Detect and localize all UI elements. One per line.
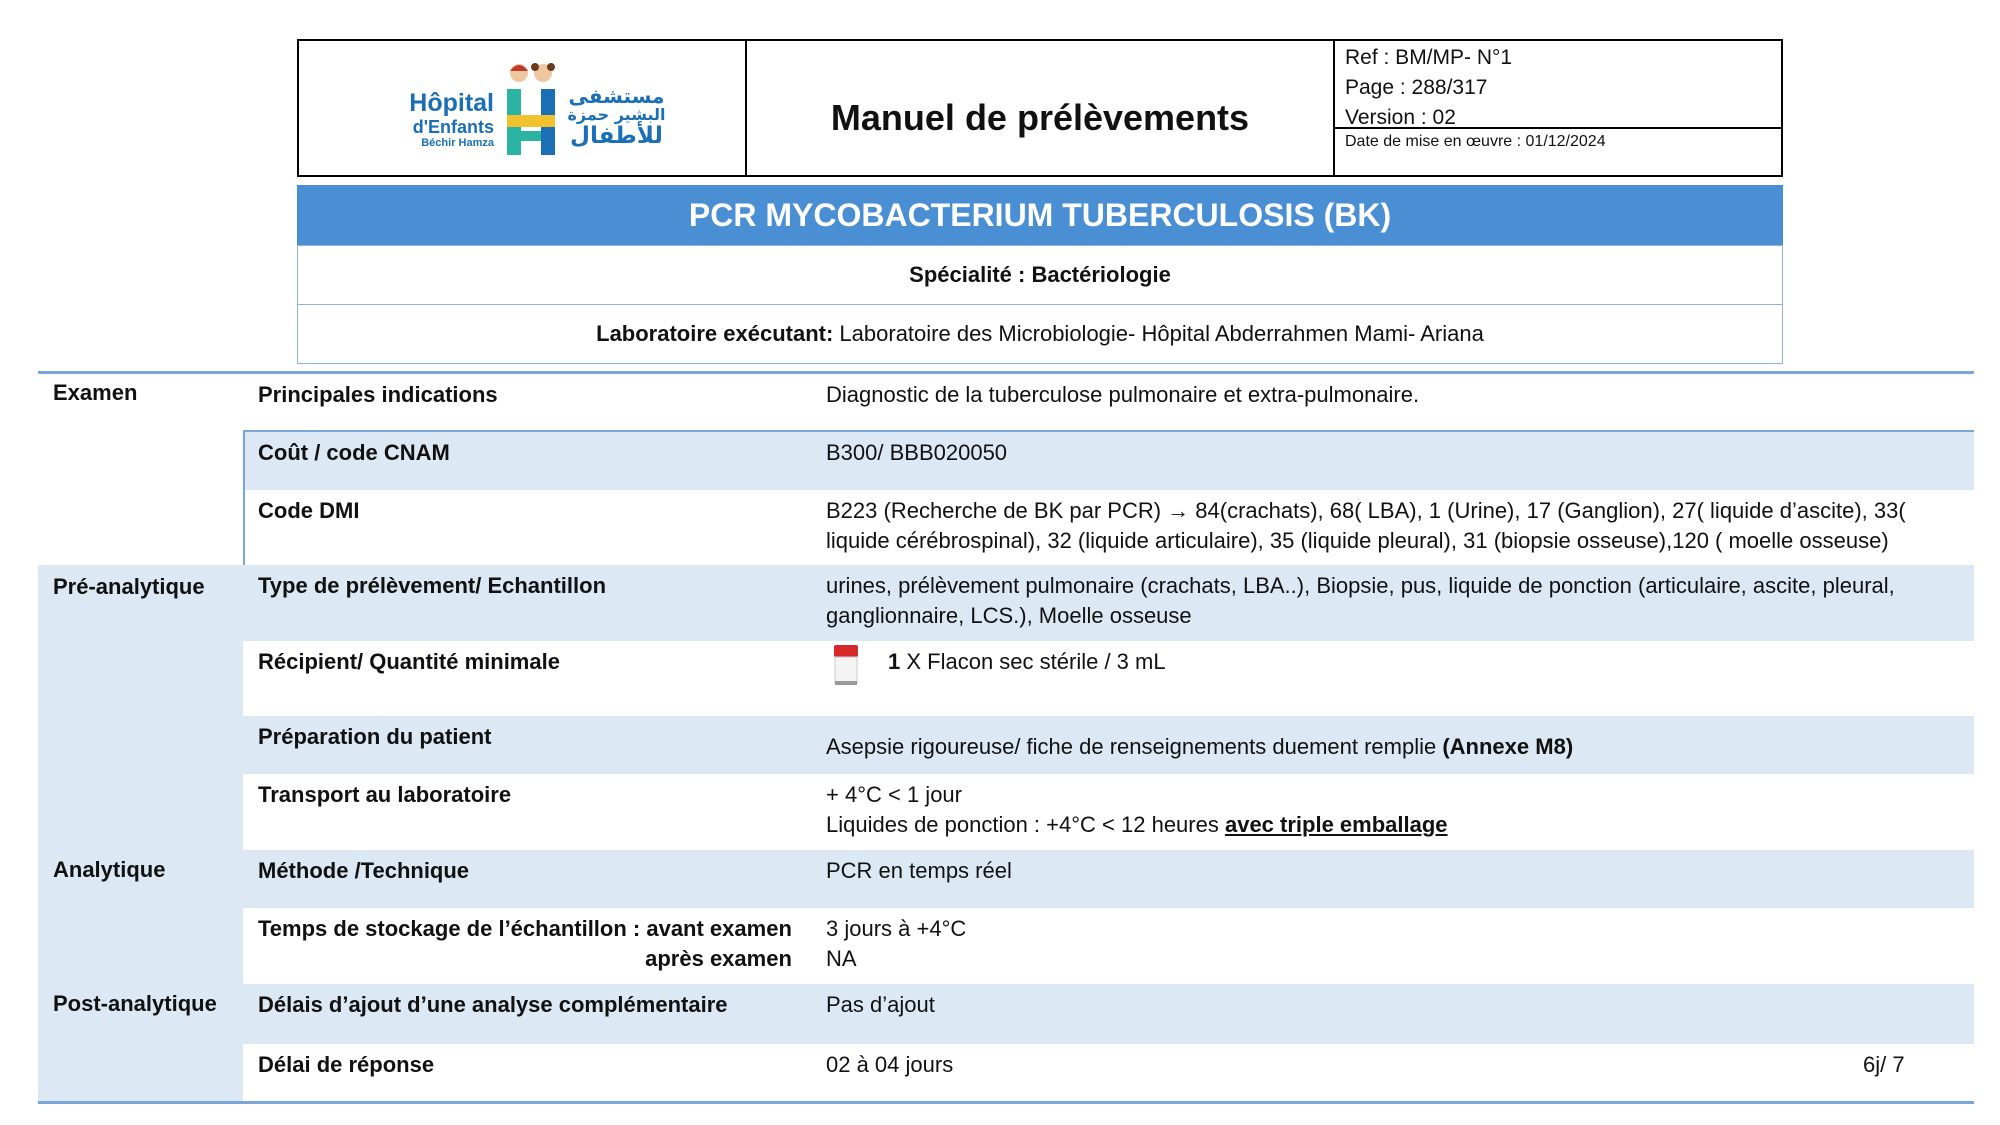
section-column-band (38, 565, 243, 1102)
stockage-value (826, 914, 1966, 974)
logo-french-text (404, 91, 494, 149)
logo-h-children-icon (501, 59, 561, 159)
logo-arabic-line-3: للأطفال (570, 122, 663, 149)
stockage-line-1: 3 jours à +4°C (826, 916, 967, 941)
table-row-transport (243, 774, 1974, 850)
stockage-label-line-2: après examen (645, 946, 792, 971)
table-bottom-rule (38, 1101, 1974, 1104)
transport-line-1: + 4°C < 1 jour (826, 782, 962, 807)
logo-line-3: Béchir Hamza (421, 137, 494, 149)
table-row-stockage (243, 908, 1974, 984)
laboratoire-value: Laboratoire des Microbiologie- Hôpital Abderrahmen Mami- Ariana (839, 321, 1484, 346)
cout-label: Coût / code CNAM (258, 440, 450, 465)
version: Version : 02 (1345, 106, 1456, 129)
specialite-row (297, 245, 1783, 305)
delais-label: Délais d’ajout d’une analyse complémentaire (258, 992, 728, 1017)
indications-value: Diagnostic de la tuberculose pulmonaire et extra-pulmonaire. (826, 382, 1420, 407)
transport-value (826, 780, 1966, 840)
cout-value: B300/ BBB020050 (826, 440, 1008, 465)
type-label: Type de prélèvement/ Echantillon (258, 573, 607, 598)
section-post-analytique: Post-analytique (53, 991, 217, 1016)
section-pre-analytique: Pré-analytique (53, 574, 205, 599)
table-row-dmi (243, 490, 1974, 565)
table-row-recipient (243, 641, 1974, 716)
stockage-line-2: NA (826, 946, 857, 971)
reponse-label: Délai de réponse (258, 1052, 435, 1077)
table-row-reponse (243, 1044, 1974, 1101)
laboratoire-label: Laboratoire exécutant: (596, 321, 834, 346)
transport-label: Transport au laboratoire (258, 782, 512, 807)
dmi-label: Code DMI (258, 498, 360, 523)
reponse-extra: 6j/ 7 (1863, 1052, 1905, 1077)
delais-value: Pas d’ajout (826, 992, 935, 1017)
table-row-methode (243, 850, 1974, 908)
recipient-text: X Flacon sec stérile / 3 mL (900, 649, 1166, 674)
table-row-indications (243, 374, 1974, 430)
logo-line-2: d'Enfants (412, 117, 494, 137)
recipient-qty: 1 (888, 649, 901, 674)
document-header (297, 39, 1783, 177)
table-row-delais (243, 984, 1974, 1044)
preparation-label: Préparation du patient (258, 724, 492, 749)
stockage-label-line-1: Temps de stockage de l’échantillon : avant examen (258, 916, 792, 941)
table-row-type (243, 565, 1974, 641)
laboratoire-row (297, 304, 1783, 364)
recipient-value (826, 647, 1966, 691)
transport-text: Liquides de ponction : +4°C < 12 heures (826, 812, 1225, 837)
indications-label: Principales indications (258, 382, 498, 407)
logo-line-1: Hôpital (409, 89, 494, 117)
ref-number: Ref : BM/MP- N°1 (1345, 46, 1513, 69)
effective-date: Date de mise en œuvre : 01/12/2024 (1345, 133, 1606, 150)
logo-arabic-text (559, 86, 674, 148)
transport-line-2 (826, 810, 1966, 840)
preparation-text: Asepsie rigoureuse/ fiche de renseignements duement remplie (826, 734, 1443, 759)
table-row-preparation (243, 716, 1974, 774)
recipient-label: Récipient/ Quantité minimale (258, 649, 560, 674)
document-meta (1335, 41, 1781, 175)
stockage-label (258, 914, 792, 974)
manual-title: Manuel de prélèvements (747, 41, 1335, 175)
page-number: Page : 288/317 (1345, 76, 1488, 99)
logo-arabic-line-2: البشير حمزة (567, 105, 666, 124)
reponse-value: 02 à 04 jours (826, 1052, 954, 1077)
methode-label: Méthode /Technique (258, 858, 470, 883)
preparation-annex: (Annexe M8) (1442, 734, 1574, 759)
specialite-label: Spécialité : (909, 262, 1026, 287)
section-examen: Examen (53, 380, 138, 405)
type-value: urines, prélèvement pulmonaire (crachats, LBA..), Biopsie, pus, liquide de ponction (articulaire, ascite, pleural, ganglionnaire, LCS.), Moelle osseuse (826, 573, 1895, 628)
sterile-flask-icon (826, 643, 866, 687)
preparation-value (826, 732, 1966, 762)
logo-arabic-line-1: مستشفى (568, 84, 665, 108)
transport-emphasis: avec triple emballage (1224, 812, 1448, 837)
table-row-cout (243, 432, 1974, 490)
specialite-value: Bactériologie (1031, 262, 1171, 287)
exam-title-banner: PCR MYCOBACTERIUM TUBERCULOSIS (BK) (297, 185, 1783, 245)
dmi-value: B223 (Recherche de BK par PCR) → 84(crachats), 68( LBA), 1 (Urine), 17 (Ganglion), 27( liquide d’ascite), 33( liquide cérébrospinal), 32 (liquide articulaire), 35 (liquide pleural), 31 (biopsie osseuse),120 ( moelle osseuse) (826, 498, 1906, 553)
hospital-logo (299, 41, 747, 175)
section-analytique: Analytique (53, 857, 166, 882)
methode-value: PCR en temps réel (826, 858, 1012, 883)
